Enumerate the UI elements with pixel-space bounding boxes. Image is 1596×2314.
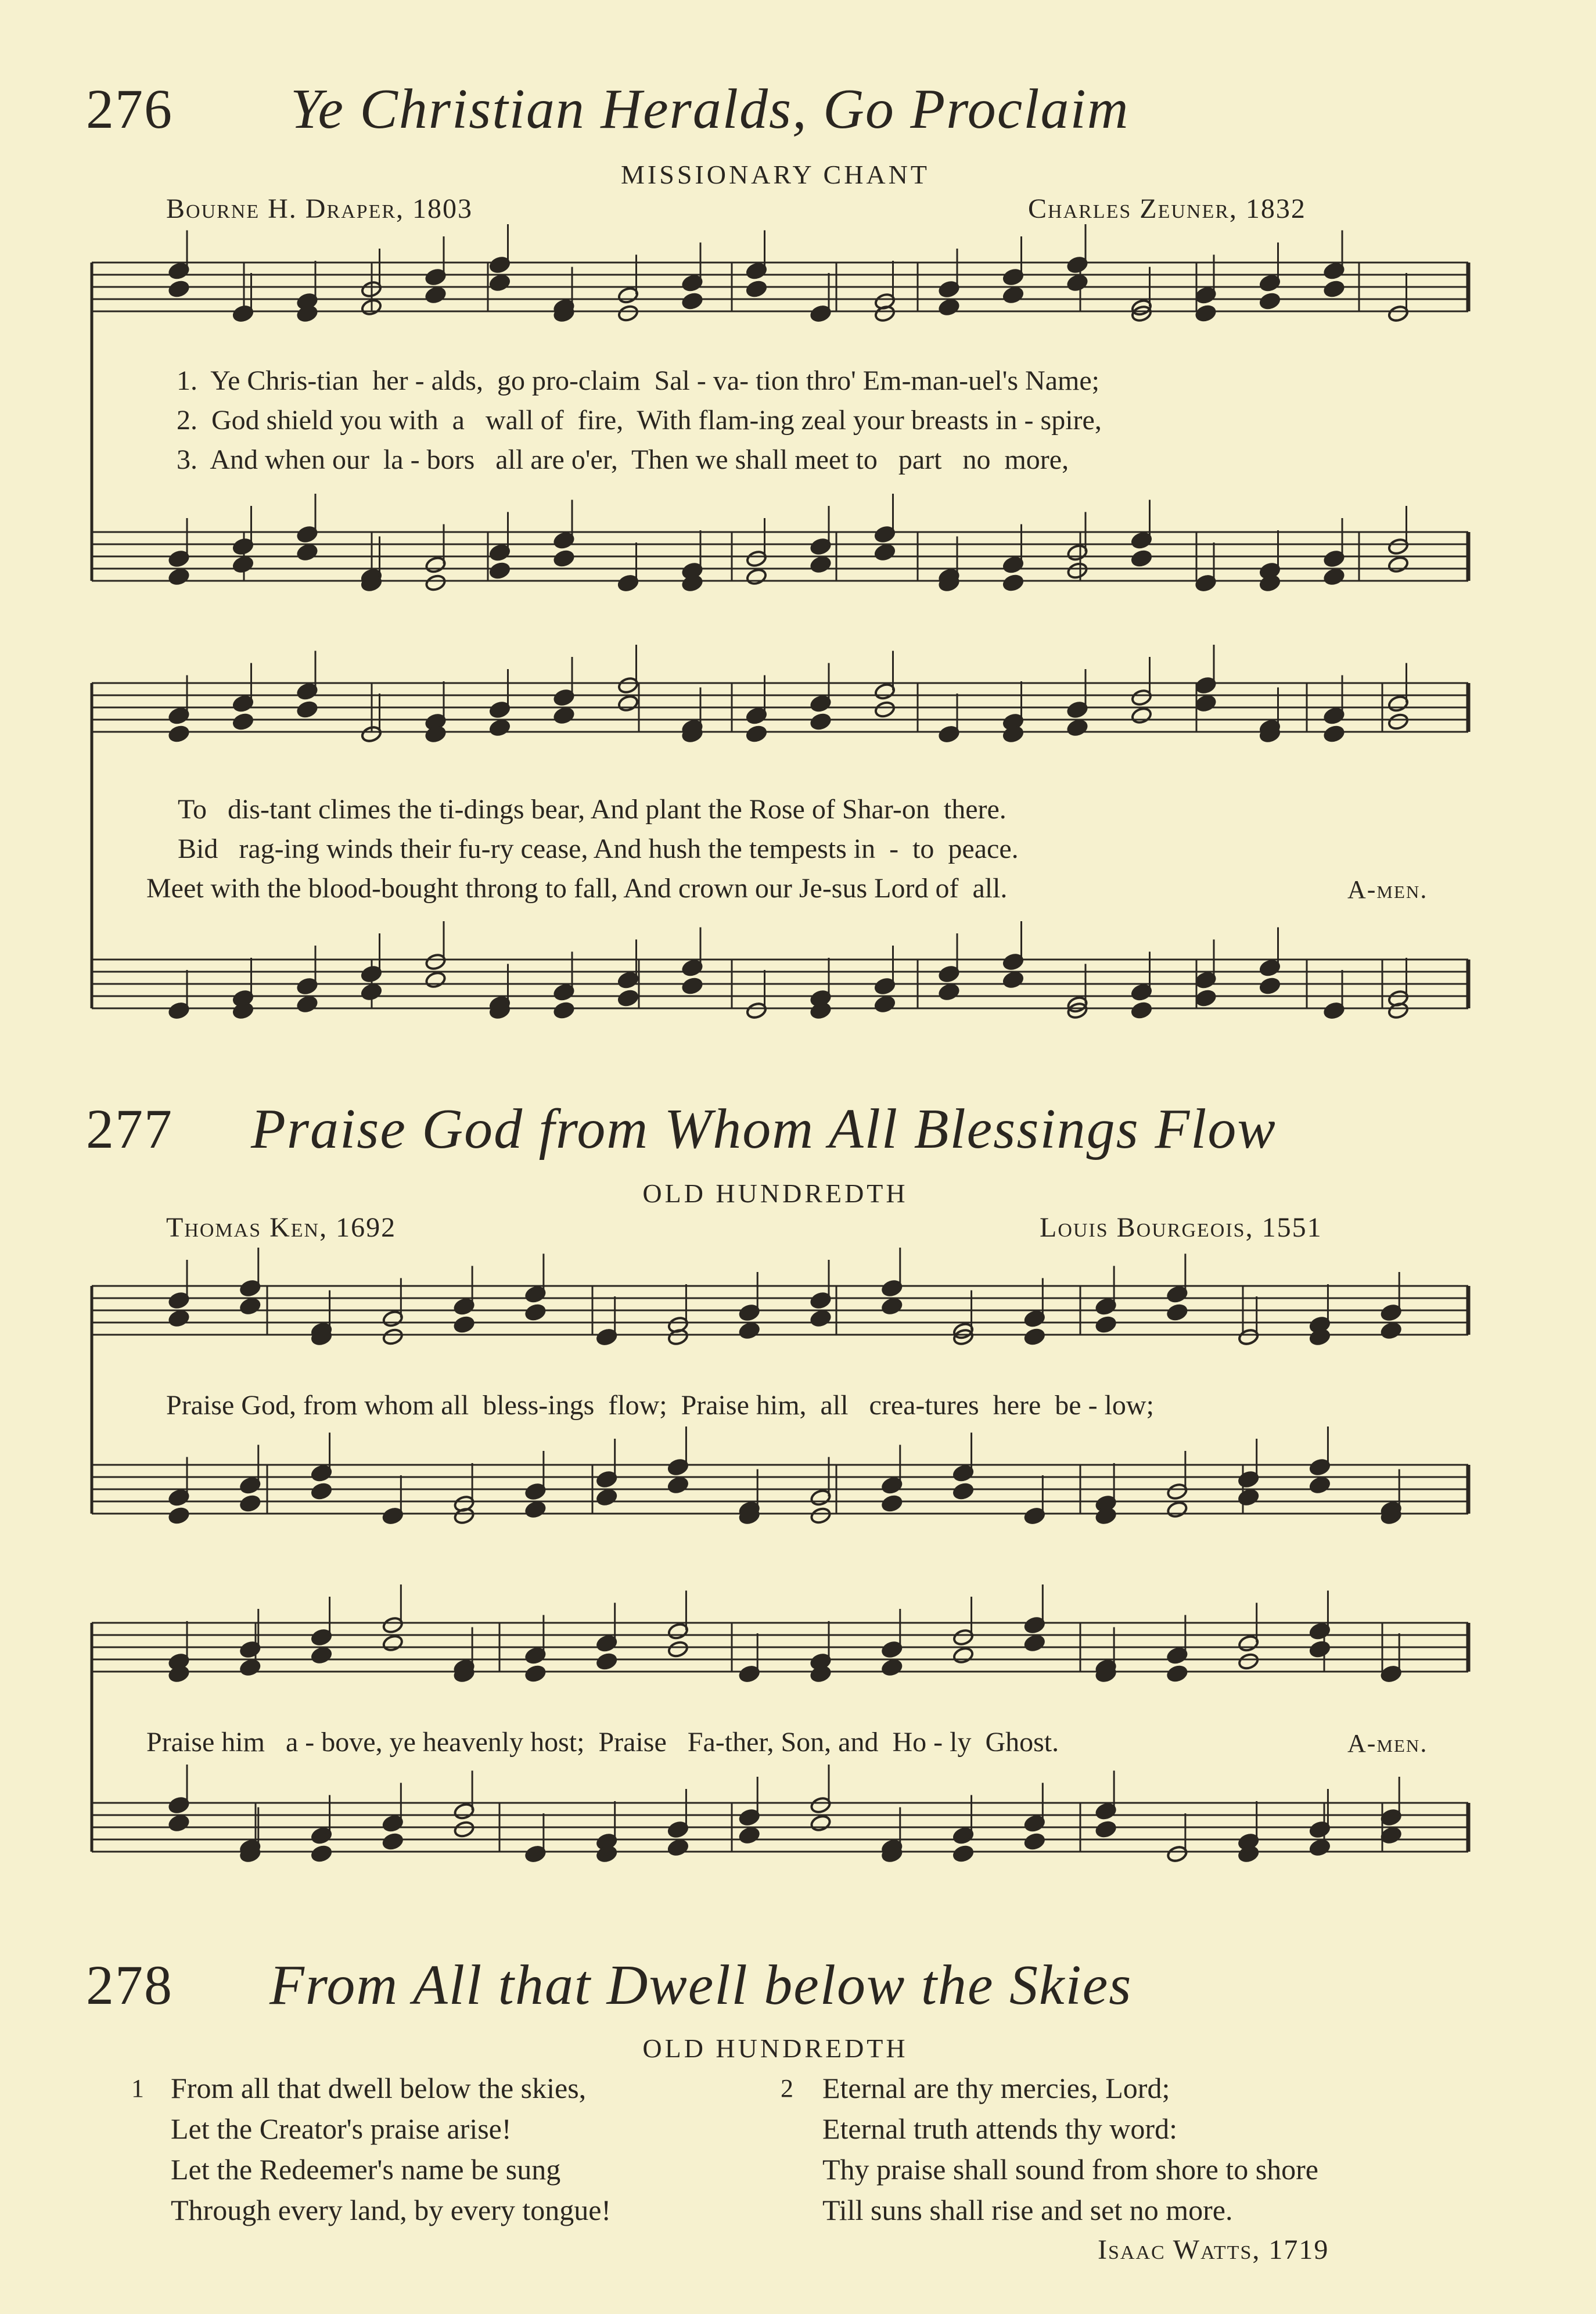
h276-s2-treble-note bbox=[232, 713, 254, 731]
h277-s2-treble-note bbox=[952, 1646, 975, 1665]
h277-s1-bass-note bbox=[596, 1488, 618, 1507]
h276-s1-treble-note bbox=[168, 280, 190, 299]
stanza-1-number: 1 bbox=[131, 2074, 144, 2103]
h276-s1-bass-note bbox=[746, 567, 768, 586]
stanza-2-line: Eternal truth attends thy word: bbox=[822, 2112, 1177, 2145]
h276-s1-treble-note bbox=[1066, 274, 1088, 292]
h277-s2-treble-note bbox=[596, 1652, 618, 1671]
h277-s2-bass-note bbox=[168, 1814, 190, 1832]
h276-s1-bass-note bbox=[810, 555, 832, 574]
h276-s2-bass-note bbox=[361, 983, 383, 1001]
h277-s1-treble-note bbox=[810, 1309, 832, 1328]
h277-s1-bass-note bbox=[1238, 1488, 1260, 1507]
h276-s2-bass-note bbox=[1195, 989, 1217, 1008]
hymn-276-amen: A-men. bbox=[1347, 875, 1428, 904]
h276-s1-bass-note bbox=[296, 543, 318, 562]
h277-s2-bass-note bbox=[952, 1845, 975, 1863]
h277-s2-bass-note bbox=[311, 1845, 333, 1863]
h277-s2-treble-note bbox=[881, 1658, 903, 1677]
h277-s2-treble-note bbox=[1309, 1640, 1331, 1659]
h277-s1-bass-note bbox=[311, 1482, 333, 1501]
h276-s2-treble-note bbox=[489, 718, 511, 737]
h277-s2-treble-note bbox=[1024, 1634, 1046, 1652]
h276-s2-bass-note bbox=[874, 995, 896, 1014]
h276-s2-treble-note bbox=[746, 725, 768, 743]
h277-s1-treble-note bbox=[168, 1309, 190, 1328]
hymn-277-amen: A-men. bbox=[1347, 1729, 1428, 1758]
stanza-2-line: Till suns shall rise and set no more. bbox=[822, 2194, 1233, 2226]
hymn-276-verse1-line1: 1. Ye Chris-tian her - alds, go pro-claim Sal - va- tion thro' Em-man-uel's Name; bbox=[177, 365, 1099, 396]
hymn-277-lyrics-line2: Praise him a - bove, ye heavenly host; Praise Fa-ther, Son, and Ho - ly Ghost. bbox=[146, 1727, 1059, 1758]
hymn-278-tune: OLD HUNDREDTH bbox=[642, 2033, 908, 2063]
h276-s2-bass-note bbox=[617, 989, 639, 1008]
stanza-1-line: Through every land, by every tongue! bbox=[171, 2194, 612, 2226]
h277-s1-treble-note bbox=[382, 1328, 404, 1346]
h276-s1-treble-note bbox=[746, 280, 768, 299]
hymn-277-tune: OLD HUNDREDTH bbox=[642, 1178, 908, 1208]
h277-s1-treble-note bbox=[524, 1303, 547, 1322]
hymn-277-number: 277 bbox=[86, 1098, 173, 1160]
h277-s1-bass-note bbox=[524, 1500, 547, 1519]
hymn-277-lyrics-line1: Praise God, from whom all bless-ings flow; Praise him, all crea-tures here be - low; bbox=[166, 1390, 1154, 1421]
h277-s1-treble-note bbox=[1166, 1303, 1188, 1322]
hymn-276-title: Ye Christian Heralds, Go Proclaim bbox=[290, 78, 1130, 141]
h277-s2-bass-note bbox=[810, 1814, 832, 1832]
h276-s2-bass-note bbox=[425, 971, 447, 989]
hymn-276-composer: Charles Zeuner, 1832 bbox=[1028, 193, 1306, 224]
hymn-276-verse1-line2: To dis-tant climes the ti-dings bear, And plant the Rose of Shar-on there. bbox=[178, 794, 1007, 825]
h276-s1-bass-note bbox=[1323, 567, 1345, 586]
h277-s1-bass-note bbox=[810, 1507, 832, 1525]
h276-s2-bass-note bbox=[681, 977, 703, 996]
hymn-278-number: 278 bbox=[86, 1954, 173, 2016]
h276-s2-treble-note bbox=[617, 694, 639, 713]
h276-s2-treble-note bbox=[1387, 713, 1410, 731]
h276-s1-treble-note bbox=[938, 298, 960, 317]
h277-s1-treble-note bbox=[239, 1297, 261, 1316]
h276-s2-bass-note bbox=[296, 995, 318, 1014]
h277-s1-bass-note bbox=[881, 1494, 903, 1513]
h277-s2-bass-note bbox=[1380, 1826, 1402, 1845]
hymn-276-author: Bourne H. Draper, 1803 bbox=[166, 193, 473, 224]
h277-s2-treble-note bbox=[667, 1640, 689, 1659]
h277-s1-treble-note bbox=[1095, 1316, 1117, 1334]
h277-s1-bass-note bbox=[1309, 1476, 1331, 1494]
hymn-276-verse2-line2: Bid rag-ing winds their fu-ry cease, And hush the tempests in - to peace. bbox=[178, 833, 1019, 864]
h277-s2-treble-note bbox=[524, 1665, 547, 1683]
h277-s2-bass-note bbox=[453, 1820, 475, 1839]
stanza-1 bbox=[171, 2068, 611, 2230]
h276-s2-bass-note bbox=[1131, 1001, 1153, 1020]
h276-s1-bass-note bbox=[1002, 574, 1025, 592]
h276-s1-bass-note bbox=[553, 549, 575, 568]
h276-s2-bass-note bbox=[553, 1001, 575, 1020]
h277-s2-bass-note bbox=[1095, 1820, 1117, 1839]
h276-s1-bass-note bbox=[1387, 555, 1410, 574]
h277-s2-bass-note bbox=[738, 1826, 760, 1845]
h276-s1-treble-note bbox=[1259, 292, 1281, 311]
h277-s1-treble-note bbox=[738, 1321, 760, 1340]
hymn-277-title: Praise God from Whom All Blessings Flow bbox=[251, 1098, 1277, 1160]
h276-s2-treble-note bbox=[296, 700, 318, 719]
h276-s2-treble-note bbox=[1066, 718, 1088, 737]
stanza-1-line: Let the Redeemer's name be sung bbox=[171, 2153, 561, 2186]
h277-s1-bass-note bbox=[239, 1494, 261, 1513]
h276-s2-bass-note bbox=[938, 983, 960, 1001]
h276-s2-treble-note bbox=[874, 700, 896, 719]
h276-s1-bass-note bbox=[1066, 562, 1088, 580]
h277-s2-treble-note bbox=[239, 1658, 261, 1677]
h276-s1-treble-note bbox=[1323, 280, 1345, 299]
stanza-1-line: Let the Creator's praise arise! bbox=[171, 2112, 512, 2145]
h276-s2-treble-note bbox=[553, 706, 575, 725]
h276-s2-bass-note bbox=[1002, 971, 1025, 989]
hymn-276-verse2-line1: 2. God shield you with a wall of fire, With flam-ing zeal your breasts in - spire, bbox=[177, 405, 1102, 436]
h277-s2-bass-note bbox=[1024, 1832, 1046, 1851]
h276-s2-treble-note bbox=[1323, 725, 1345, 743]
h276-s1-treble-note bbox=[617, 304, 639, 323]
h276-s1-treble-note bbox=[1195, 304, 1217, 323]
h277-s1-treble-note bbox=[1380, 1321, 1402, 1340]
h276-s2-treble-note bbox=[1195, 694, 1217, 713]
h277-s1-bass-note bbox=[667, 1476, 689, 1494]
h277-s1-treble-note bbox=[881, 1297, 903, 1316]
h277-s1-bass-note bbox=[168, 1507, 190, 1525]
h277-s2-bass-note bbox=[1309, 1838, 1331, 1857]
h276-s1-bass-note bbox=[1131, 549, 1153, 568]
h276-s2-treble-note bbox=[1131, 706, 1153, 725]
hymn-276-verse3-line1: 3. And when our la - bors all are o'er, Then we shall meet to part no more, bbox=[177, 444, 1069, 475]
hymn-277-author: Thomas Ken, 1692 bbox=[166, 1212, 397, 1243]
h276-s2-bass-note bbox=[1259, 977, 1281, 996]
stanza-1-line: From all that dwell below the skies, bbox=[171, 2072, 587, 2104]
stanza-2-line: Eternal are thy mercies, Lord; bbox=[822, 2072, 1170, 2104]
hymn-278-author: Isaac Watts, 1719 bbox=[1098, 2234, 1329, 2265]
hymn-276-number: 276 bbox=[86, 78, 173, 140]
h277-s2-treble-note bbox=[382, 1634, 404, 1652]
hymn-276-verse3-line2: Meet with the blood-bought throng to fall, And crown our Je-sus Lord of all. bbox=[146, 873, 1008, 904]
h277-s2-treble-note bbox=[1166, 1665, 1188, 1683]
hymn-276-tune: MISSIONARY CHANT bbox=[621, 160, 930, 189]
h277-s2-treble-note bbox=[1238, 1652, 1260, 1671]
h276-s1-treble-note bbox=[489, 274, 511, 292]
h277-s1-bass-note bbox=[952, 1482, 975, 1501]
stanza-2-number: 2 bbox=[781, 2074, 793, 2103]
h276-s1-bass-note bbox=[168, 567, 190, 586]
stanza-2-line: Thy praise shall sound from shore to shore bbox=[822, 2153, 1319, 2186]
h277-s2-treble-note bbox=[311, 1646, 333, 1665]
h276-s1-bass-note bbox=[874, 543, 896, 562]
h276-s1-bass-note bbox=[489, 562, 511, 580]
h277-s1-treble-note bbox=[1024, 1328, 1046, 1346]
h276-s2-treble-note bbox=[810, 713, 832, 731]
stanza-2 bbox=[822, 2068, 1318, 2230]
h277-s2-bass-note bbox=[382, 1832, 404, 1851]
hymn-277-composer: Louis Bourgeois, 1551 bbox=[1040, 1212, 1322, 1243]
hymn-278-title: From All that Dwell below the Skies bbox=[269, 1954, 1133, 2017]
h276-s1-treble-note bbox=[1002, 286, 1025, 304]
h276-s1-bass-note bbox=[232, 555, 254, 574]
h276-s1-treble-note bbox=[681, 292, 703, 311]
h276-s1-treble-note bbox=[425, 286, 447, 304]
h276-s1-bass-note bbox=[425, 574, 447, 592]
h277-s1-treble-note bbox=[453, 1316, 475, 1334]
h277-s2-bass-note bbox=[667, 1838, 689, 1857]
h276-s2-treble-note bbox=[168, 725, 190, 743]
h277-s1-bass-note bbox=[1166, 1500, 1188, 1519]
